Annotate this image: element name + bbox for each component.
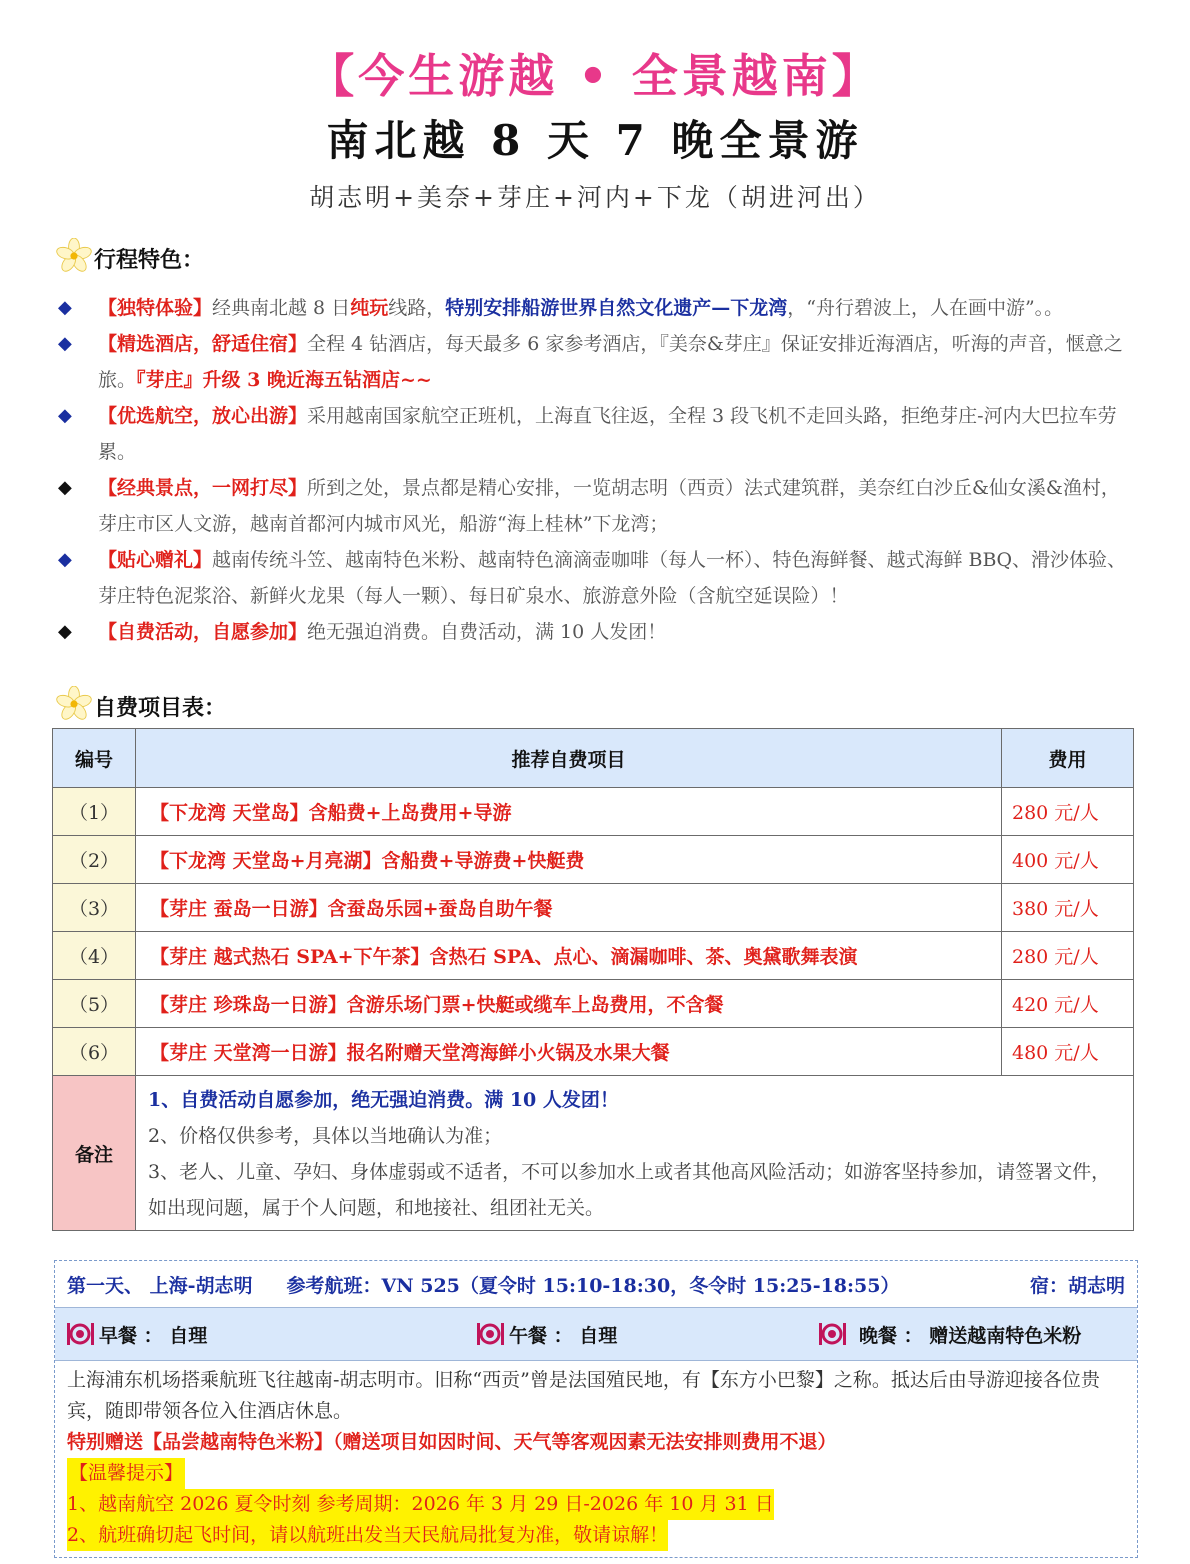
row-fee: 480 元/人 <box>1002 1028 1134 1076</box>
row-fee: 420 元/人 <box>1002 980 1134 1028</box>
fee-table <box>52 728 1134 1231</box>
table-row <box>53 932 1134 980</box>
row-item: 【芽庄 蚕岛一日游】含蚕岛乐园+蚕岛自助午餐 <box>136 884 1002 932</box>
feature-item: ◆ 【经典景点，一网打尽】所到之处，景点都是精心安排，一览胡志明（西贡）法式建筑群，美奈红白沙丘&仙女溪&渔村，芽庄市区人文游，越南首都河内城市风光，船游“海上桂林”下龙湾； <box>56 470 1134 542</box>
feature-item: ◆ 【独特体验】经典南北越 8 日纯玩线路，特别安排船游世界自然文化遗产—下龙湾，“舟行碧波上，人在画中游”。。 <box>56 290 1134 326</box>
table-row <box>53 1028 1134 1076</box>
note-line: 1、自费活动自愿参加，绝无强迫消费。满 10 人发团！ <box>148 1089 619 1111</box>
features-list <box>56 290 1134 650</box>
flower-icon <box>56 686 92 722</box>
notes-cell <box>136 1076 1134 1231</box>
day1-itinerary <box>54 1260 1138 1558</box>
meal-icon <box>65 1321 95 1347</box>
diamond-bullet-icon: ◆ <box>58 549 72 570</box>
tip-line: 1、越南航空 2026 夏令时刻 参考周期：2026 年 3 月 29 日-2026 年 10 月 31 日 <box>67 1489 774 1520</box>
meal-icon <box>817 1321 847 1347</box>
row-number: （4） <box>53 932 136 980</box>
feature-item: ◆ 【贴心赠礼】越南传统斗笠、越南特色米粉、越南特色滴滴壶咖啡（每人一杯）、特色海鲜餐、越式海鲜 BBQ、滑沙体验、芽庄特色泥浆浴、新鲜火龙果（每人一颗）、每日矿泉水、旅游意外险（含航空延误险）！ <box>56 542 1134 614</box>
row-item: 【下龙湾 天堂岛+月亮湖】含船费+导游费+快艇费 <box>136 836 1002 884</box>
day1-title: 第一天、 上海-胡志明 <box>67 1274 253 1297</box>
diamond-bullet-icon: ◆ <box>58 333 72 354</box>
table-row <box>53 788 1134 836</box>
day1-gift <box>67 1427 1127 1458</box>
day1-flight: 参考航班：VN 525（夏令时 15:10-18:30，冬令时 15:25-18:55） <box>286 1274 900 1297</box>
row-number: （2） <box>53 836 136 884</box>
features-heading <box>56 238 204 274</box>
gift-title: 特别赠送【品尝越南特色米粉】 <box>67 1431 334 1453</box>
gift-note: （赠送项目如因时间、天气等客观因素无法安排则费用不退） <box>333 1431 837 1453</box>
row-number: （6） <box>53 1028 136 1076</box>
tips-label: 【温馨提示】 <box>67 1458 185 1489</box>
day1-body <box>55 1361 1137 1557</box>
row-item: 【芽庄 珍珠岛一日游】含游乐场门票+快艇或缆车上岛费用，不含餐 <box>136 980 1002 1028</box>
dinner <box>817 1321 1081 1348</box>
row-item: 【下龙湾 天堂岛】含船费+上岛费用+导游 <box>136 788 1002 836</box>
route-line: 胡志明+美奈+芽庄+河内+下龙（胡进河出） <box>309 183 881 212</box>
table-row <box>53 884 1134 932</box>
diamond-bullet-icon: ◆ <box>58 621 72 642</box>
feature-item: ◆ 【优选航空，放心出游】采用越南国家航空正班机，上海直飞往返，全程 3 段飞机不走回头路，拒绝芽庄-河内大巴拉车劳累。 <box>56 398 1134 470</box>
notes-label: 备注 <box>53 1076 136 1231</box>
row-fee: 380 元/人 <box>1002 884 1134 932</box>
row-fee: 280 元/人 <box>1002 932 1134 980</box>
row-item: 【芽庄 越式热石 SPA+下午茶】含热石 SPA、点心、滴漏咖啡、茶、奥黛歌舞表演 <box>136 932 1002 980</box>
fee-heading <box>56 686 226 722</box>
fee-heading-label: 自费项目表： <box>94 695 227 721</box>
sub-title: 南北越 8 天 7 晚全景游 <box>326 116 864 165</box>
day1-stay: 宿：胡志明 <box>1029 1274 1125 1297</box>
lunch-label: 午餐 ： 自理 <box>509 1324 618 1347</box>
flower-icon <box>56 238 92 274</box>
features-heading-label: 行程特色： <box>94 247 205 273</box>
row-fee: 280 元/人 <box>1002 788 1134 836</box>
meal-icon <box>475 1321 505 1347</box>
lunch <box>475 1321 617 1348</box>
table-row <box>53 836 1134 884</box>
feature-item: ◆ 【精选酒店，舒适住宿】全程 4 钻酒店，每天最多 6 家参考酒店，『美奈&芽庄』保证安排近海酒店，听海的声音，惬意之旅。『芽庄』升级 3 晚近海五钻酒店~~ <box>56 326 1134 398</box>
table-header-row <box>53 729 1134 788</box>
note-line: 2、价格仅供参考，具体以当地确认为准； <box>148 1125 503 1147</box>
breakfast-label: 早餐 ： 自理 <box>99 1324 208 1347</box>
col-header-fee: 费用 <box>1002 729 1134 788</box>
day1-meals <box>55 1307 1137 1361</box>
row-number: （3） <box>53 884 136 932</box>
feature-item: ◆ 【自费活动，自愿参加】绝无强迫消费。自费活动，满 10 人发团！ <box>56 614 1134 650</box>
main-title: 【今生游越 • 全景越南】 <box>308 49 882 103</box>
col-header-item: 推荐自费项目 <box>136 729 1002 788</box>
col-header-number: 编号 <box>53 729 136 788</box>
diamond-bullet-icon: ◆ <box>58 297 72 318</box>
row-number: （5） <box>53 980 136 1028</box>
notes-row <box>53 1076 1134 1231</box>
table-row <box>53 980 1134 1028</box>
day1-header <box>55 1261 1137 1307</box>
row-number: （1） <box>53 788 136 836</box>
day1-description: 上海浦东机场搭乘航班飞往越南-胡志明市。旧称“西贡”曾是法国殖民地，有【东方小巴黎】之称。抵达后由导游迎接各位贵宾，随即带领各位入住酒店休息。 <box>67 1369 1100 1422</box>
diamond-bullet-icon: ◆ <box>58 477 72 498</box>
tip-line: 2、航班确切起飞时间，请以航班出发当天民航局批复为准，敬请谅解！ <box>67 1520 668 1551</box>
row-item: 【芽庄 天堂湾一日游】报名附赠天堂湾海鲜小火锅及水果大餐 <box>136 1028 1002 1076</box>
diamond-bullet-icon: ◆ <box>58 405 72 426</box>
breakfast <box>65 1321 207 1348</box>
row-fee: 400 元/人 <box>1002 836 1134 884</box>
note-line: 3、老人、儿童、孕妇、身体虚弱或不适者，不可以参加水上或者其他高风险活动；如游客坚持参加，请签署文件，如出现问题，属于个人问题，和地接社、组团社无关。 <box>148 1161 1111 1219</box>
dinner-label: 晚餐 ： 赠送越南特色米粉 <box>859 1324 1082 1347</box>
